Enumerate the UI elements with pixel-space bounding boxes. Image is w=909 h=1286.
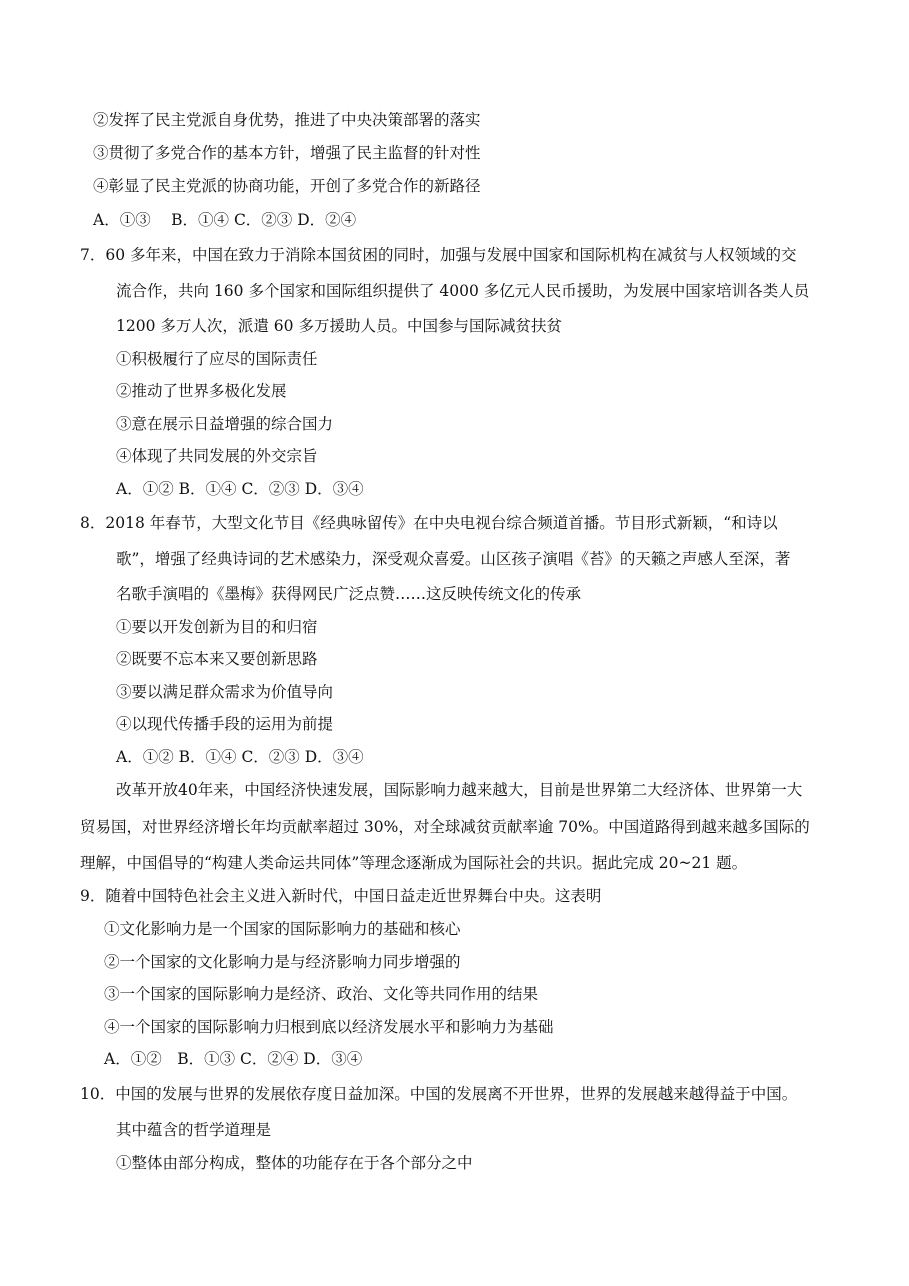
q6-option-2: ②发挥了民主党派自身优势，推进了中央决策部署的落实 — [93, 111, 481, 129]
q7-option-3: ③意在展示日益增强的综合国力 — [116, 415, 334, 433]
q7-option-4: ④体现了共同发展的外交宗旨 — [116, 447, 318, 465]
q7-stem-line-3: 1200 多万人次，派遣 60 多万援助人员。中国参与国际减贫扶贫 — [116, 317, 562, 335]
q7-option-1: ①积极履行了应尽的国际责任 — [116, 350, 318, 368]
q9-stem: 9．随着中国特色社会主义进入新时代，中国日益走近世界舞台中央。这表明 — [80, 887, 602, 905]
passage-line-1: 改革开放40年来，中国经济快速发展，国际影响力越来越大，目前是世界第二大经济体、世界第一大 — [116, 781, 803, 799]
passage-line-2: 贸易国，对世界经济增长年均贡献率超过 30%，对全球减贫贡献率逾 70%。中国道路得到越来越多国际的 — [80, 818, 810, 836]
q8-stem-line-2: 歌”，增强了经典诗词的艺术感染力，深受观众喜爱。山区孩子演唱《苔》的天籁之声感人至深，著 — [116, 550, 791, 568]
q10-stem-line-1: 10．中国的发展与世界的发展依存度日益加深。中国的发展离不开世界，世界的发展越来越得益于中国。 — [80, 1085, 798, 1103]
q9-option-3: ③一个国家的国际影响力是经济、政治、文化等共同作用的结果 — [104, 985, 539, 1003]
q6-option-3: ③贯彻了多党合作的基本方针，增强了民主监督的针对性 — [93, 144, 481, 162]
passage-line-3: 理解，中国倡导的“构建人类命运共同体”等理念逐渐成为国际社会的共识。据此完成 20~21 题。 — [80, 854, 748, 872]
q8-stem-line-1: 8．2018 年春节，大型文化节目《经典咏留传》在中央电视台综合频道首播。节目形式新颖，“和诗以 — [80, 514, 778, 532]
q10-option-1: ①整体由部分构成，整体的功能存在于各个部分之中 — [116, 1154, 473, 1172]
q6-answer-choices: A．①③ B．①④ C．②③ D．②④ — [93, 211, 357, 229]
q8-stem-line-3: 名歌手演唱的《墨梅》获得网民广泛点赞……这反映传统文化的传承 — [116, 585, 582, 603]
q9-option-2: ②一个国家的文化影响力是与经济影响力同步增强的 — [104, 953, 461, 971]
q8-option-3: ③要以满足群众需求为价值导向 — [116, 683, 334, 701]
q8-option-4: ④以现代传播手段的运用为前提 — [116, 715, 334, 733]
q8-answer-choices: A．①② B．①④ C．②③ D．③④ — [116, 748, 364, 766]
q7-stem-line-1: 7．60 多年来，中国在致力于消除本国贫困的同时，加强与发展中国家和国际机构在减贫与人权领域的交 — [80, 246, 797, 264]
q7-option-2: ②推动了世界多极化发展 — [116, 382, 287, 400]
q8-option-2: ②既要不忘本来又要创新思路 — [116, 650, 318, 668]
q7-answer-choices: A．①② B．①④ C．②③ D．③④ — [116, 480, 364, 498]
q9-option-1: ①文化影响力是一个国家的国际影响力的基础和核心 — [104, 920, 461, 938]
q9-answer-choices: A．①② B．①③ C．②④ D．③④ — [104, 1050, 363, 1068]
q7-stem-line-2: 流合作，共向 160 多个国家和国际组织提供了 4000 多亿元人民币援助，为发展中国家培训各类人员 — [116, 282, 810, 300]
q10-stem-line-2: 其中蕴含的哲学道理是 — [116, 1121, 272, 1139]
q9-option-4: ④一个国家的国际影响力归根到底以经济发展水平和影响力为基础 — [104, 1018, 554, 1036]
q6-option-4: ④彰显了民主党派的协商功能，开创了多党合作的新路径 — [93, 177, 481, 195]
q8-option-1: ①要以开发创新为目的和归宿 — [116, 618, 318, 636]
